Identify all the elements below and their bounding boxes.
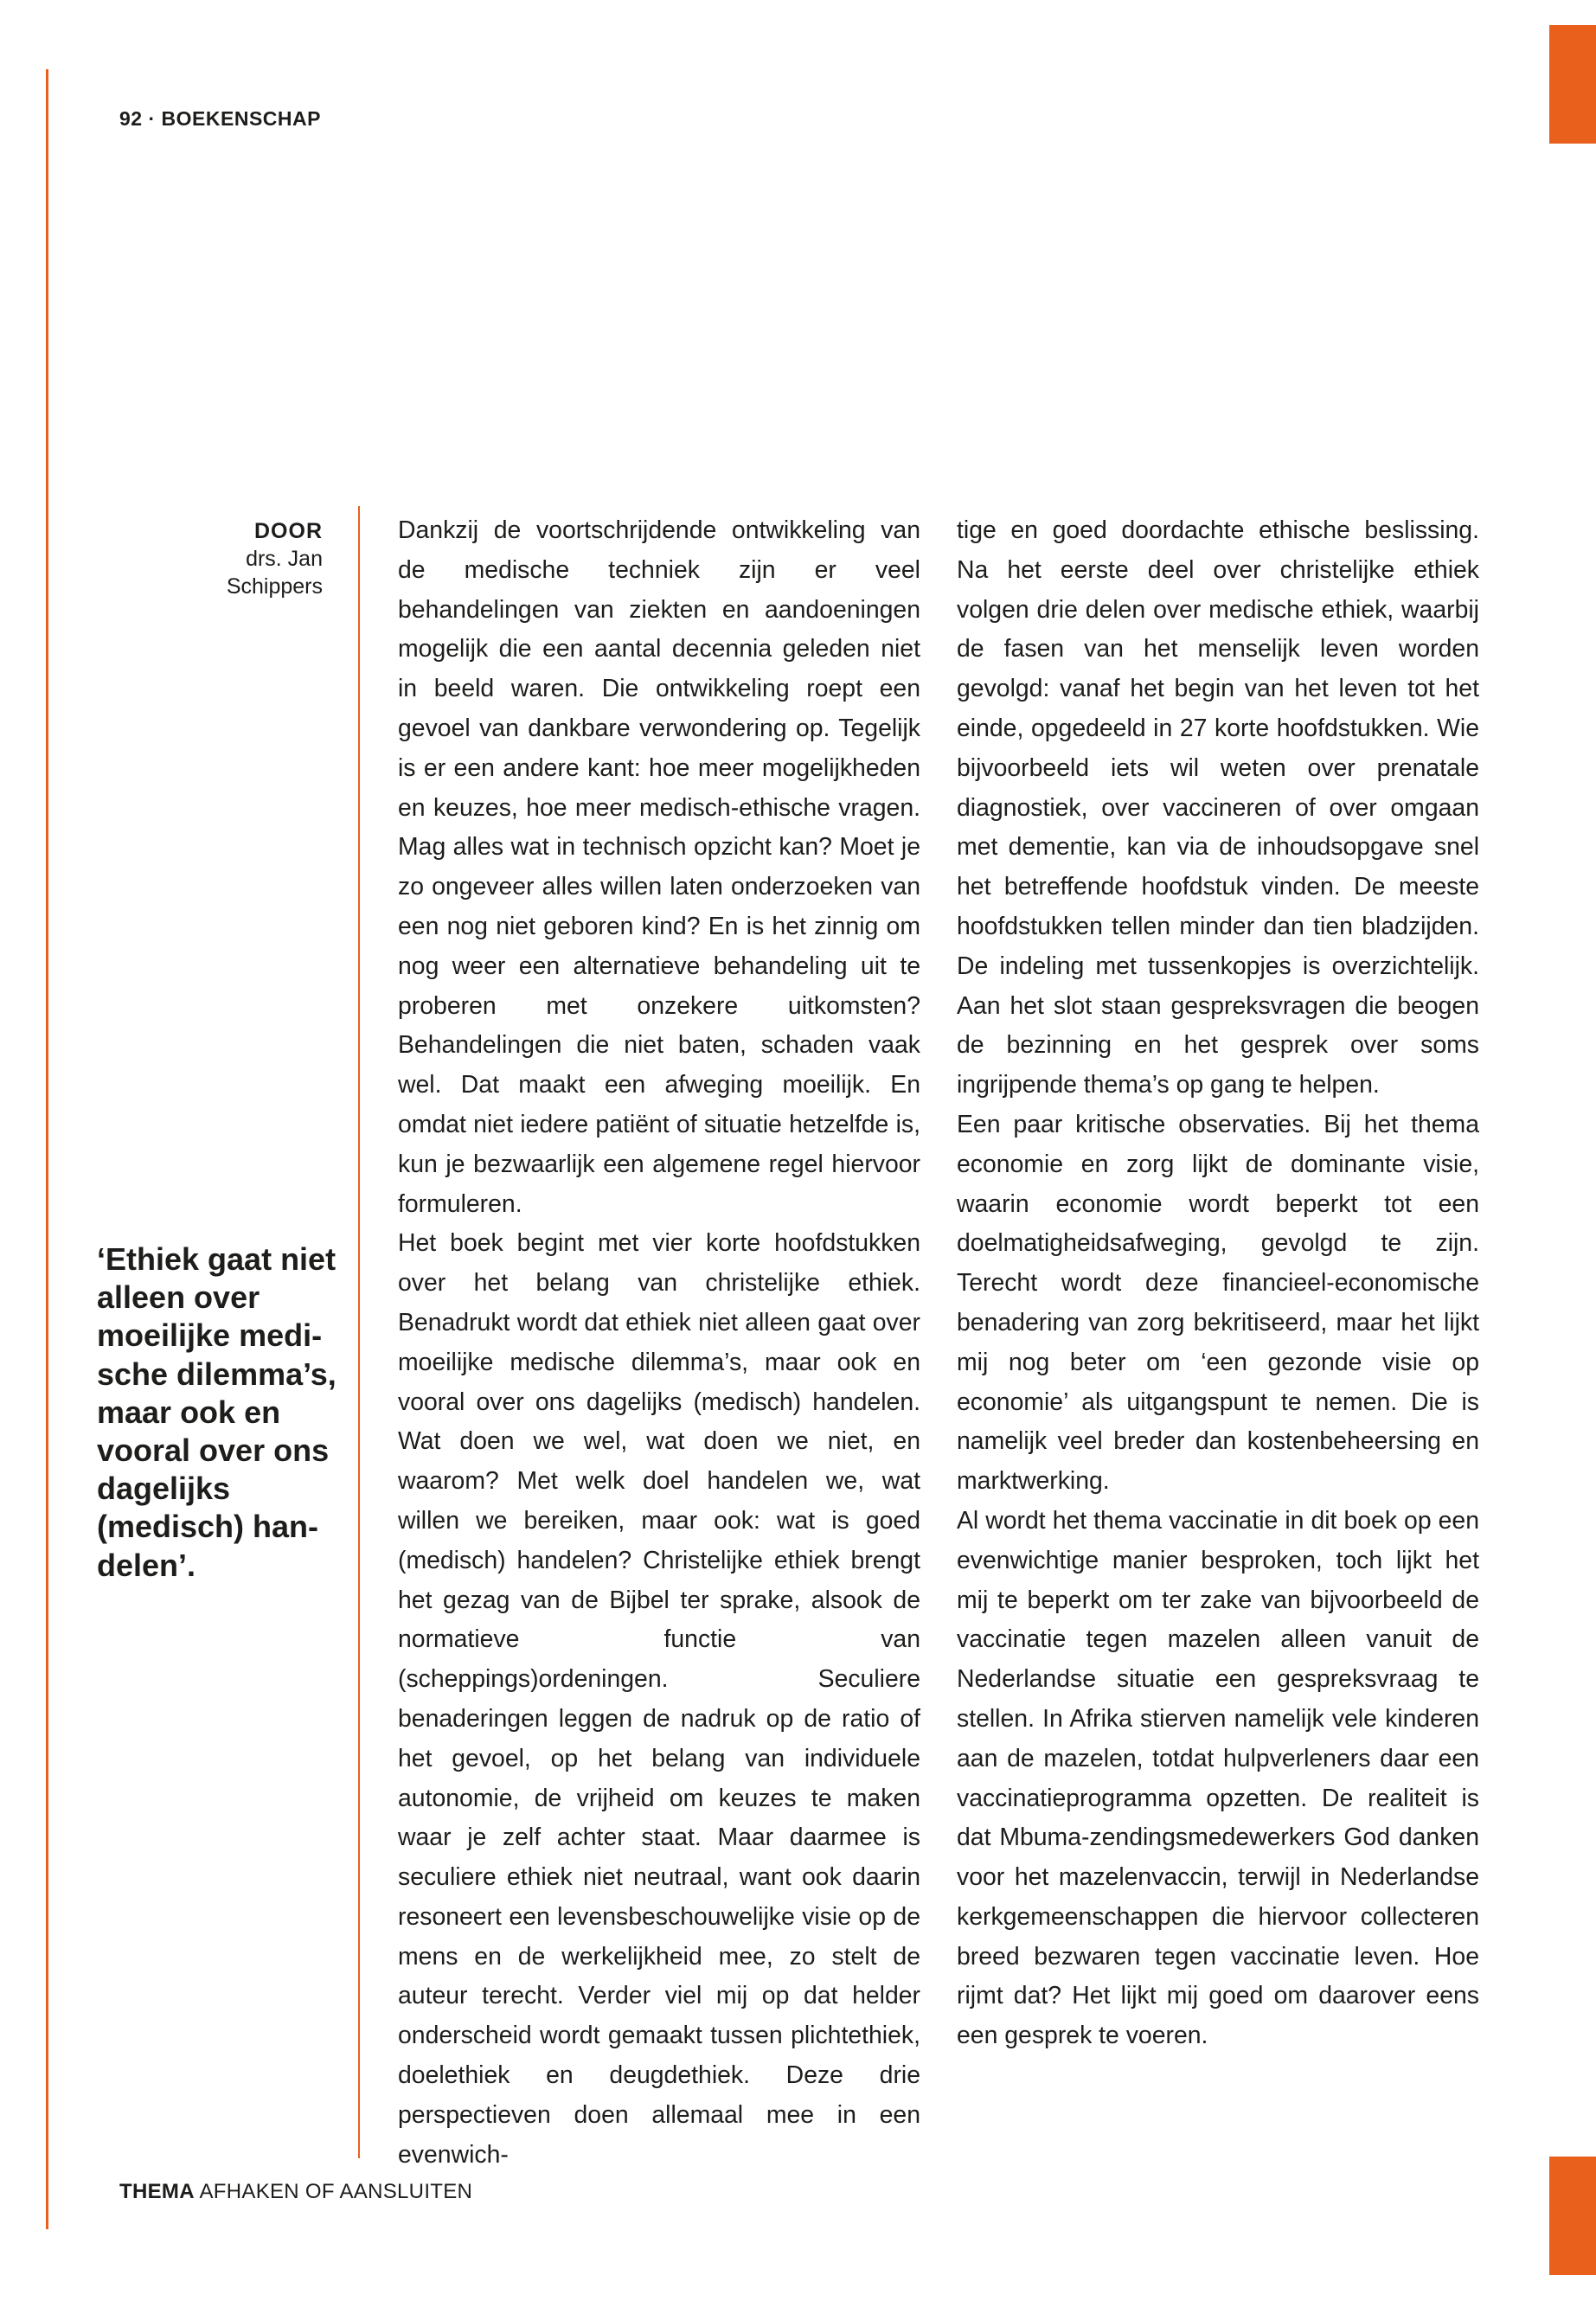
author-name-line1: drs. Jan	[246, 547, 323, 571]
author-name-line2: Schippers	[226, 574, 323, 599]
bottom-edge-tab	[1549, 2157, 1596, 2275]
body-column-2	[957, 511, 1479, 2056]
footer-title: AFHAKEN OF AANSLUITEN	[199, 2180, 473, 2203]
body-column-1	[398, 511, 920, 2175]
column-divider	[358, 506, 360, 2158]
section-title: BOEKENSCHAP	[161, 107, 321, 130]
pull-quote: ‘Ethiek gaat niet alleen over moeilijke medi-sche dilemma’s, maar ook en vooral over ons dagelijks (medisch) han-delen’.	[97, 1241, 337, 1583]
byline-label: DOOR	[254, 519, 323, 543]
paragraph: Al wordt het thema vaccinatie in dit boek op een evenwichtige manier besproken, toch lijkt het mij te beperkt om ter zake van bijvoorbeeld de vaccinatie tegen mazelen alleen vanuit de Nederlandse situatie een gespreksvraag te stellen. In Afrika stierven namelijk vele kinderen aan de mazelen, totdat hulpverleners daar een vaccinatieprogramma opzetten. De realiteit is dat Mbuma-zendingsmedewerkers God danken voor het mazelenvaccin, terwijl in Nederlandse kerkgemeenschappen die hiervoor collecteren breed bezwaren tegen vaccinatie leven. Hoe rijmt dat? Het lijkt mij goed om daarover eens een gesprek te voeren.	[957, 1506, 1479, 2050]
top-edge-tab	[1549, 25, 1596, 144]
paragraph: tige en goed doordachte ethische beslissing. Na het eerste deel over christelijke ethiek volgen drie delen over medische ethiek, waarbij de fasen van het menselijk leven worden gevolgd: vanaf het begin van het leven tot het einde, opgedeeld in 27 korte hoofdstukken. Wie bijvoorbeeld iets wil weten over prenatale diagnostiek, over vaccineren of over omgaan met dementie, kan via de inhoudsopgave snel het betreffende hoofdstuk vinden. De meeste hoofdstukken tellen minder dan tien bladzijden. De indeling met tussenkopjes is overzichtelijk. Aan het slot staan gespreksvragen die beogen de bezinning en het gesprek over soms ingrijpende thema’s op gang te helpen.	[957, 516, 1479, 1099]
footer-label: THEMA	[119, 2180, 195, 2203]
header-separator: ·	[148, 107, 156, 130]
running-header	[119, 107, 321, 131]
page-number: 92	[119, 107, 143, 130]
paragraph: Dankzij de voortschrijdende ontwikkeling van de medische techniek zijn er veel behandelingen van ziekten en aandoeningen mogelijk die een aantal decennia geleden niet in beeld waren. Die ontwikkeling roept een gevoel van dankbare verwondering op. Tegelijk is er een andere kant: hoe meer mogelijkheden en keuzes, hoe meer medisch-ethische vragen. Mag alles wat in technisch opzicht kan? Moet je zo ongeveer alles willen laten onderzoeken van een nog niet geboren kind? En is het zinnig om nog weer een alternatieve behandeling uit te proberen met onzekere uitkomsten? Behandelingen die niet baten, schaden vaak wel. Dat maakt een afweging moeilijk. En omdat niet iedere patiënt of situatie hetzelfde is, kun je bezwaarlijk een algemene regel hiervoor formuleren.	[398, 516, 920, 1218]
paragraph: Een paar kritische observaties. Bij het thema economie en zorg lijkt de dominante visie, waarin economie wordt beperkt tot een doelmatigheidsafweging, gevolgd te zijn. Terecht wordt deze financieel-economische benadering van zorg bekritiseerd, maar het lijkt mij nog beter om ‘een gezonde visie op economie’ als uitgangspunt te nemen. Die is namelijk veel breder dan kostenbeheersing en marktwerking.	[957, 1110, 1479, 1496]
byline	[156, 517, 323, 600]
running-footer	[119, 2180, 472, 2204]
paragraph: Het boek begint met vier korte hoofdstukken over het belang van christelijke ethiek. Benadrukt wordt dat ethiek niet alleen gaat over moeilijke medische dilemma’s, maar ook en vooral over ons dagelijks (medisch) handelen. Wat doen we wel, wat doen we niet, en waarom? Met welk doel handelen we, wat willen we bereiken, maar ook: wat is goed (medisch) handelen? Christelijke ethiek brengt het gezag van de Bijbel ter sprake, alsook de normatieve functie van (scheppings)ordeningen. Seculiere benaderingen leggen de nadruk op de ratio of het gevoel, op het belang van individuele autonomie, de vrijheid om keuzes te maken waar je zelf achter staat. Maar daarmee is seculiere ethiek niet neutraal, want ook daarin resoneert een levensbeschouwelijke visie op de mens en de werkelijkheid mee, zo stelt de auteur terecht. Verder viel mij op dat helder onderscheid wordt gemaakt tussen plichtethiek, doelethiek en deugdethiek. Deze drie perspectieven doen allemaal mee in een evenwich-	[398, 1229, 920, 2169]
left-margin-rule	[46, 69, 48, 2229]
